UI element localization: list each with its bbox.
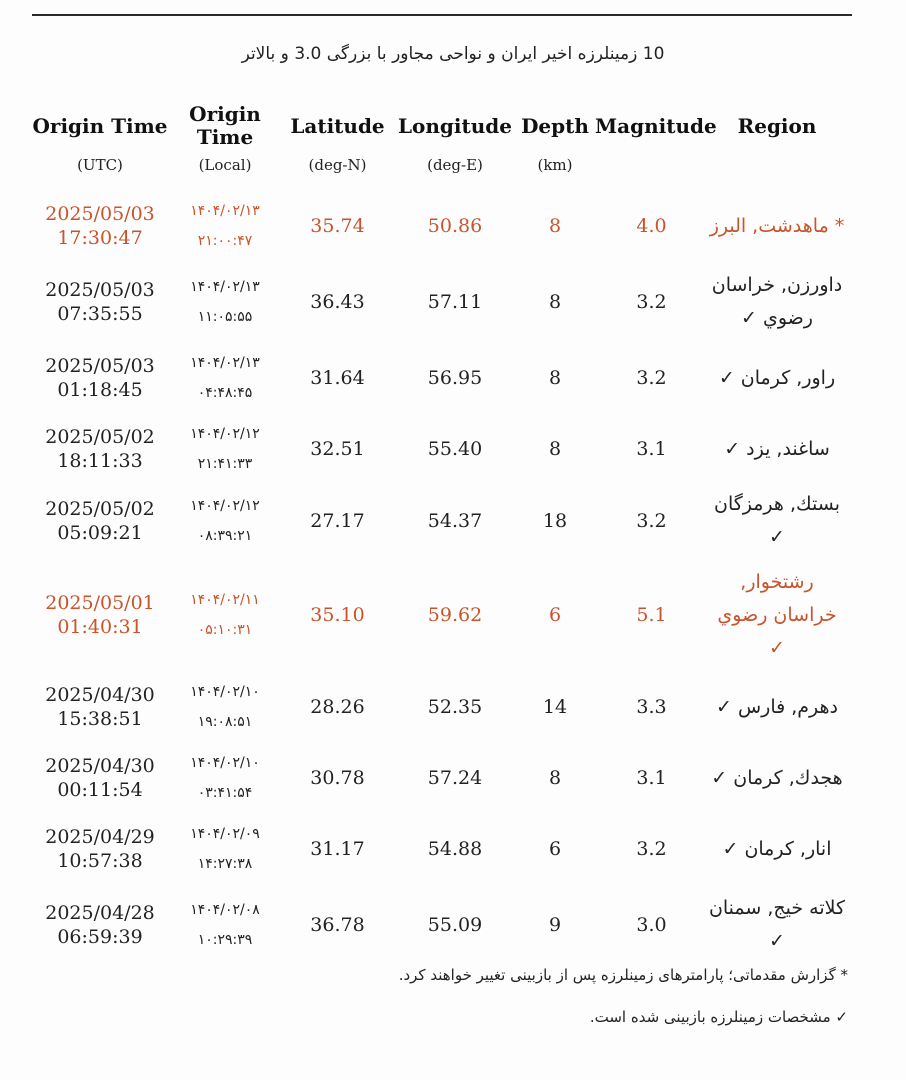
header-latitude: Latitude	[290, 113, 385, 138]
cell-region	[708, 676, 846, 738]
unit-origin-utc: (UTC)	[77, 156, 123, 174]
local-date: ۱۴۰۴/۰۲/۱۰	[190, 755, 260, 771]
utc-date: 2025/04/30	[45, 755, 155, 777]
table-row	[30, 554, 846, 676]
cell-origin-local	[170, 488, 280, 554]
cell-region	[708, 554, 846, 676]
header-longitude: Longitude	[397, 113, 512, 138]
cell-latitude: 35.10	[310, 604, 365, 626]
cell-origin-local	[170, 194, 280, 258]
cell-magnitude: 3.2	[636, 838, 667, 860]
cell-latitude: 36.78	[310, 914, 365, 936]
table-row	[30, 346, 846, 410]
local-time: ۰۵:۱۰:۳۱	[197, 622, 253, 638]
unit-depth: (km)	[537, 156, 573, 174]
cell-depth: 8	[548, 767, 562, 789]
page-title: 10 زمینلرزه اخیر ایران و نواحی مجاور با بزرگی 3.0 و بالاتر	[241, 44, 665, 64]
cell-latitude: 35.74	[310, 215, 365, 237]
local-time: ۱۴:۲۷:۳۸	[197, 856, 253, 872]
cell-origin-local	[170, 676, 280, 738]
utc-time: 06:59:39	[57, 926, 143, 948]
cell-depth: 8	[548, 367, 562, 389]
cell-origin-local	[170, 880, 280, 970]
region-name: انار, كرمان ✓	[722, 837, 832, 860]
utc-time: 17:30:47	[57, 227, 143, 249]
utc-date: 2025/05/03	[45, 355, 155, 377]
cell-magnitude: 3.2	[636, 510, 667, 532]
cell-origin-utc	[30, 346, 170, 410]
header-origin-utc: Origin Time	[32, 113, 168, 138]
local-date: ۱۴۰۴/۰۲/۱۲	[190, 426, 260, 442]
cell-longitude: 54.88	[427, 838, 483, 860]
local-date: ۱۴۰۴/۰۲/۰۸	[190, 902, 260, 918]
local-time: ۱۹:۰۸:۵۱	[197, 714, 253, 730]
utc-date: 2025/04/30	[45, 684, 155, 706]
table-row	[30, 880, 846, 970]
cell-longitude: 57.24	[427, 767, 483, 789]
utc-time: 18:11:33	[57, 450, 143, 472]
cell-magnitude: 3.0	[636, 914, 667, 936]
header-depth: Depth	[521, 113, 589, 138]
cell-origin-utc	[30, 194, 170, 258]
cell-origin-utc	[30, 488, 170, 554]
region-name: راور, كرمان ✓	[718, 366, 836, 389]
utc-date: 2025/05/03	[45, 279, 155, 301]
cell-longitude: 56.95	[427, 367, 483, 389]
cell-longitude: 59.62	[427, 604, 483, 626]
cell-latitude: 31.64	[310, 367, 365, 389]
cell-longitude: 57.11	[427, 291, 483, 313]
cell-latitude: 36.43	[310, 291, 365, 313]
local-time: ۰۴:۴۸:۴۵	[197, 385, 253, 401]
cell-region	[708, 880, 846, 970]
cell-origin-local	[170, 554, 280, 676]
cell-latitude: 27.17	[310, 510, 365, 532]
local-date: ۱۴۰۴/۰۲/۰۹	[190, 826, 260, 842]
cell-origin-utc	[30, 738, 170, 818]
table-row	[30, 676, 846, 738]
cell-depth: 9	[548, 914, 562, 936]
region-name: بستك, هرمزگان ✓	[713, 493, 840, 548]
local-time: ۱۰:۲۹:۳۹	[197, 932, 253, 948]
cell-origin-utc	[30, 880, 170, 970]
cell-region	[708, 258, 846, 346]
cell-longitude: 50.86	[427, 215, 483, 237]
cell-magnitude: 4.0	[636, 215, 667, 237]
cell-depth: 18	[542, 510, 568, 532]
local-date: ۱۴۰۴/۰۲/۱۳	[190, 355, 260, 371]
utc-date: 2025/05/02	[45, 498, 155, 520]
cell-depth: 8	[548, 438, 562, 460]
utc-date: 2025/05/01	[45, 592, 155, 614]
cell-magnitude: 3.1	[636, 438, 667, 460]
cell-origin-local	[170, 738, 280, 818]
header-row	[30, 100, 846, 152]
cell-region	[708, 410, 846, 488]
local-time: ۲۱:۴۱:۳۳	[197, 456, 253, 472]
local-time: ۲۱:۰۰:۴۷	[197, 233, 253, 249]
table-row	[30, 258, 846, 346]
region-name: داورزن, خراسان رضوي ✓	[711, 274, 843, 329]
cell-region	[708, 488, 846, 554]
local-date: ۱۴۰۴/۰۲/۱۳	[190, 203, 260, 219]
cell-longitude: 52.35	[427, 696, 483, 718]
utc-date: 2025/04/29	[45, 826, 155, 848]
local-time: ۱۱:۰۵:۵۵	[197, 309, 253, 325]
unit-region	[708, 152, 846, 194]
cell-origin-local	[170, 258, 280, 346]
cell-origin-local	[170, 410, 280, 488]
cell-origin-utc	[30, 554, 170, 676]
utc-time: 15:38:51	[57, 708, 143, 730]
cell-origin-utc	[30, 676, 170, 738]
local-time: ۰۸:۳۹:۲۱	[197, 528, 253, 544]
utc-time: 01:18:45	[57, 379, 143, 401]
cell-region	[708, 194, 846, 258]
table-row	[30, 738, 846, 818]
cell-region	[708, 818, 846, 880]
utc-date: 2025/05/02	[45, 426, 155, 448]
footnote-preliminary: * گزارش مقدماتی؛ پارامترهای زمینلرزه پس از بازبینی تغییر خواهند کرد.	[398, 966, 848, 984]
cell-latitude: 32.51	[310, 438, 365, 460]
table-row	[30, 818, 846, 880]
cell-longitude: 55.09	[427, 914, 483, 936]
cell-origin-local	[170, 346, 280, 410]
region-name: ساغند, يزد ✓	[724, 437, 830, 460]
table-row	[30, 410, 846, 488]
utc-date: 2025/04/28	[45, 902, 155, 924]
cell-origin-utc	[30, 410, 170, 488]
cell-latitude: 31.17	[310, 838, 365, 860]
top-divider	[32, 14, 852, 16]
unit-latitude: (deg-N)	[308, 156, 367, 174]
units-row	[30, 152, 846, 194]
header-region: Region	[737, 113, 817, 138]
local-date: ۱۴۰۴/۰۲/۱۰	[190, 684, 260, 700]
local-date: ۱۴۰۴/۰۲/۱۱	[190, 592, 260, 608]
region-name: دهرم, فارس ✓	[715, 695, 838, 718]
cell-magnitude: 3.2	[636, 367, 667, 389]
utc-date: 2025/05/03	[45, 203, 155, 225]
cell-depth: 6	[548, 604, 562, 626]
cell-depth: 8	[548, 215, 562, 237]
header-magnitude: Magnitude	[595, 113, 717, 138]
table-row	[30, 194, 846, 258]
cell-magnitude: 3.1	[636, 767, 667, 789]
cell-longitude: 55.40	[427, 438, 483, 460]
cell-magnitude: 5.1	[636, 604, 667, 626]
utc-time: 01:40:31	[57, 616, 143, 638]
cell-magnitude: 3.2	[636, 291, 667, 313]
earthquake-table	[30, 100, 846, 970]
region-name: هجدك, كرمان ✓	[711, 766, 843, 789]
cell-depth: 6	[548, 838, 562, 860]
cell-depth: 8	[548, 291, 562, 313]
utc-time: 07:35:55	[57, 303, 143, 325]
region-name: رشتخوار, خراسان رضوي ✓	[717, 570, 837, 659]
cell-latitude: 28.26	[310, 696, 365, 718]
region-name: * ماهدشت, البرز	[709, 214, 845, 237]
header-origin-local: Origin Time	[189, 102, 261, 149]
cell-depth: 14	[542, 696, 568, 718]
local-time: ۰۳:۴۱:۵۴	[197, 785, 253, 801]
unit-origin-local: (Local)	[198, 156, 252, 174]
cell-region	[708, 346, 846, 410]
cell-origin-utc	[30, 818, 170, 880]
utc-time: 00:11:54	[57, 779, 143, 801]
local-date: ۱۴۰۴/۰۲/۱۳	[190, 279, 260, 295]
table-row	[30, 488, 846, 554]
cell-origin-local	[170, 818, 280, 880]
cell-region	[708, 738, 846, 818]
unit-magnitude	[595, 152, 708, 194]
utc-time: 10:57:38	[57, 850, 143, 872]
region-name: كلاته خيج, سمنان ✓	[708, 897, 846, 952]
cell-magnitude: 3.3	[636, 696, 667, 718]
cell-origin-utc	[30, 258, 170, 346]
local-date: ۱۴۰۴/۰۲/۱۲	[190, 498, 260, 514]
cell-latitude: 30.78	[310, 767, 365, 789]
unit-longitude: (deg-E)	[427, 156, 483, 174]
table-header	[30, 100, 846, 194]
footnote-reviewed: ✓ مشخصات زمینلرزه بازبینی شده است.	[589, 1008, 848, 1026]
table-body	[30, 194, 846, 970]
utc-time: 05:09:21	[57, 522, 143, 544]
cell-longitude: 54.37	[427, 510, 483, 532]
